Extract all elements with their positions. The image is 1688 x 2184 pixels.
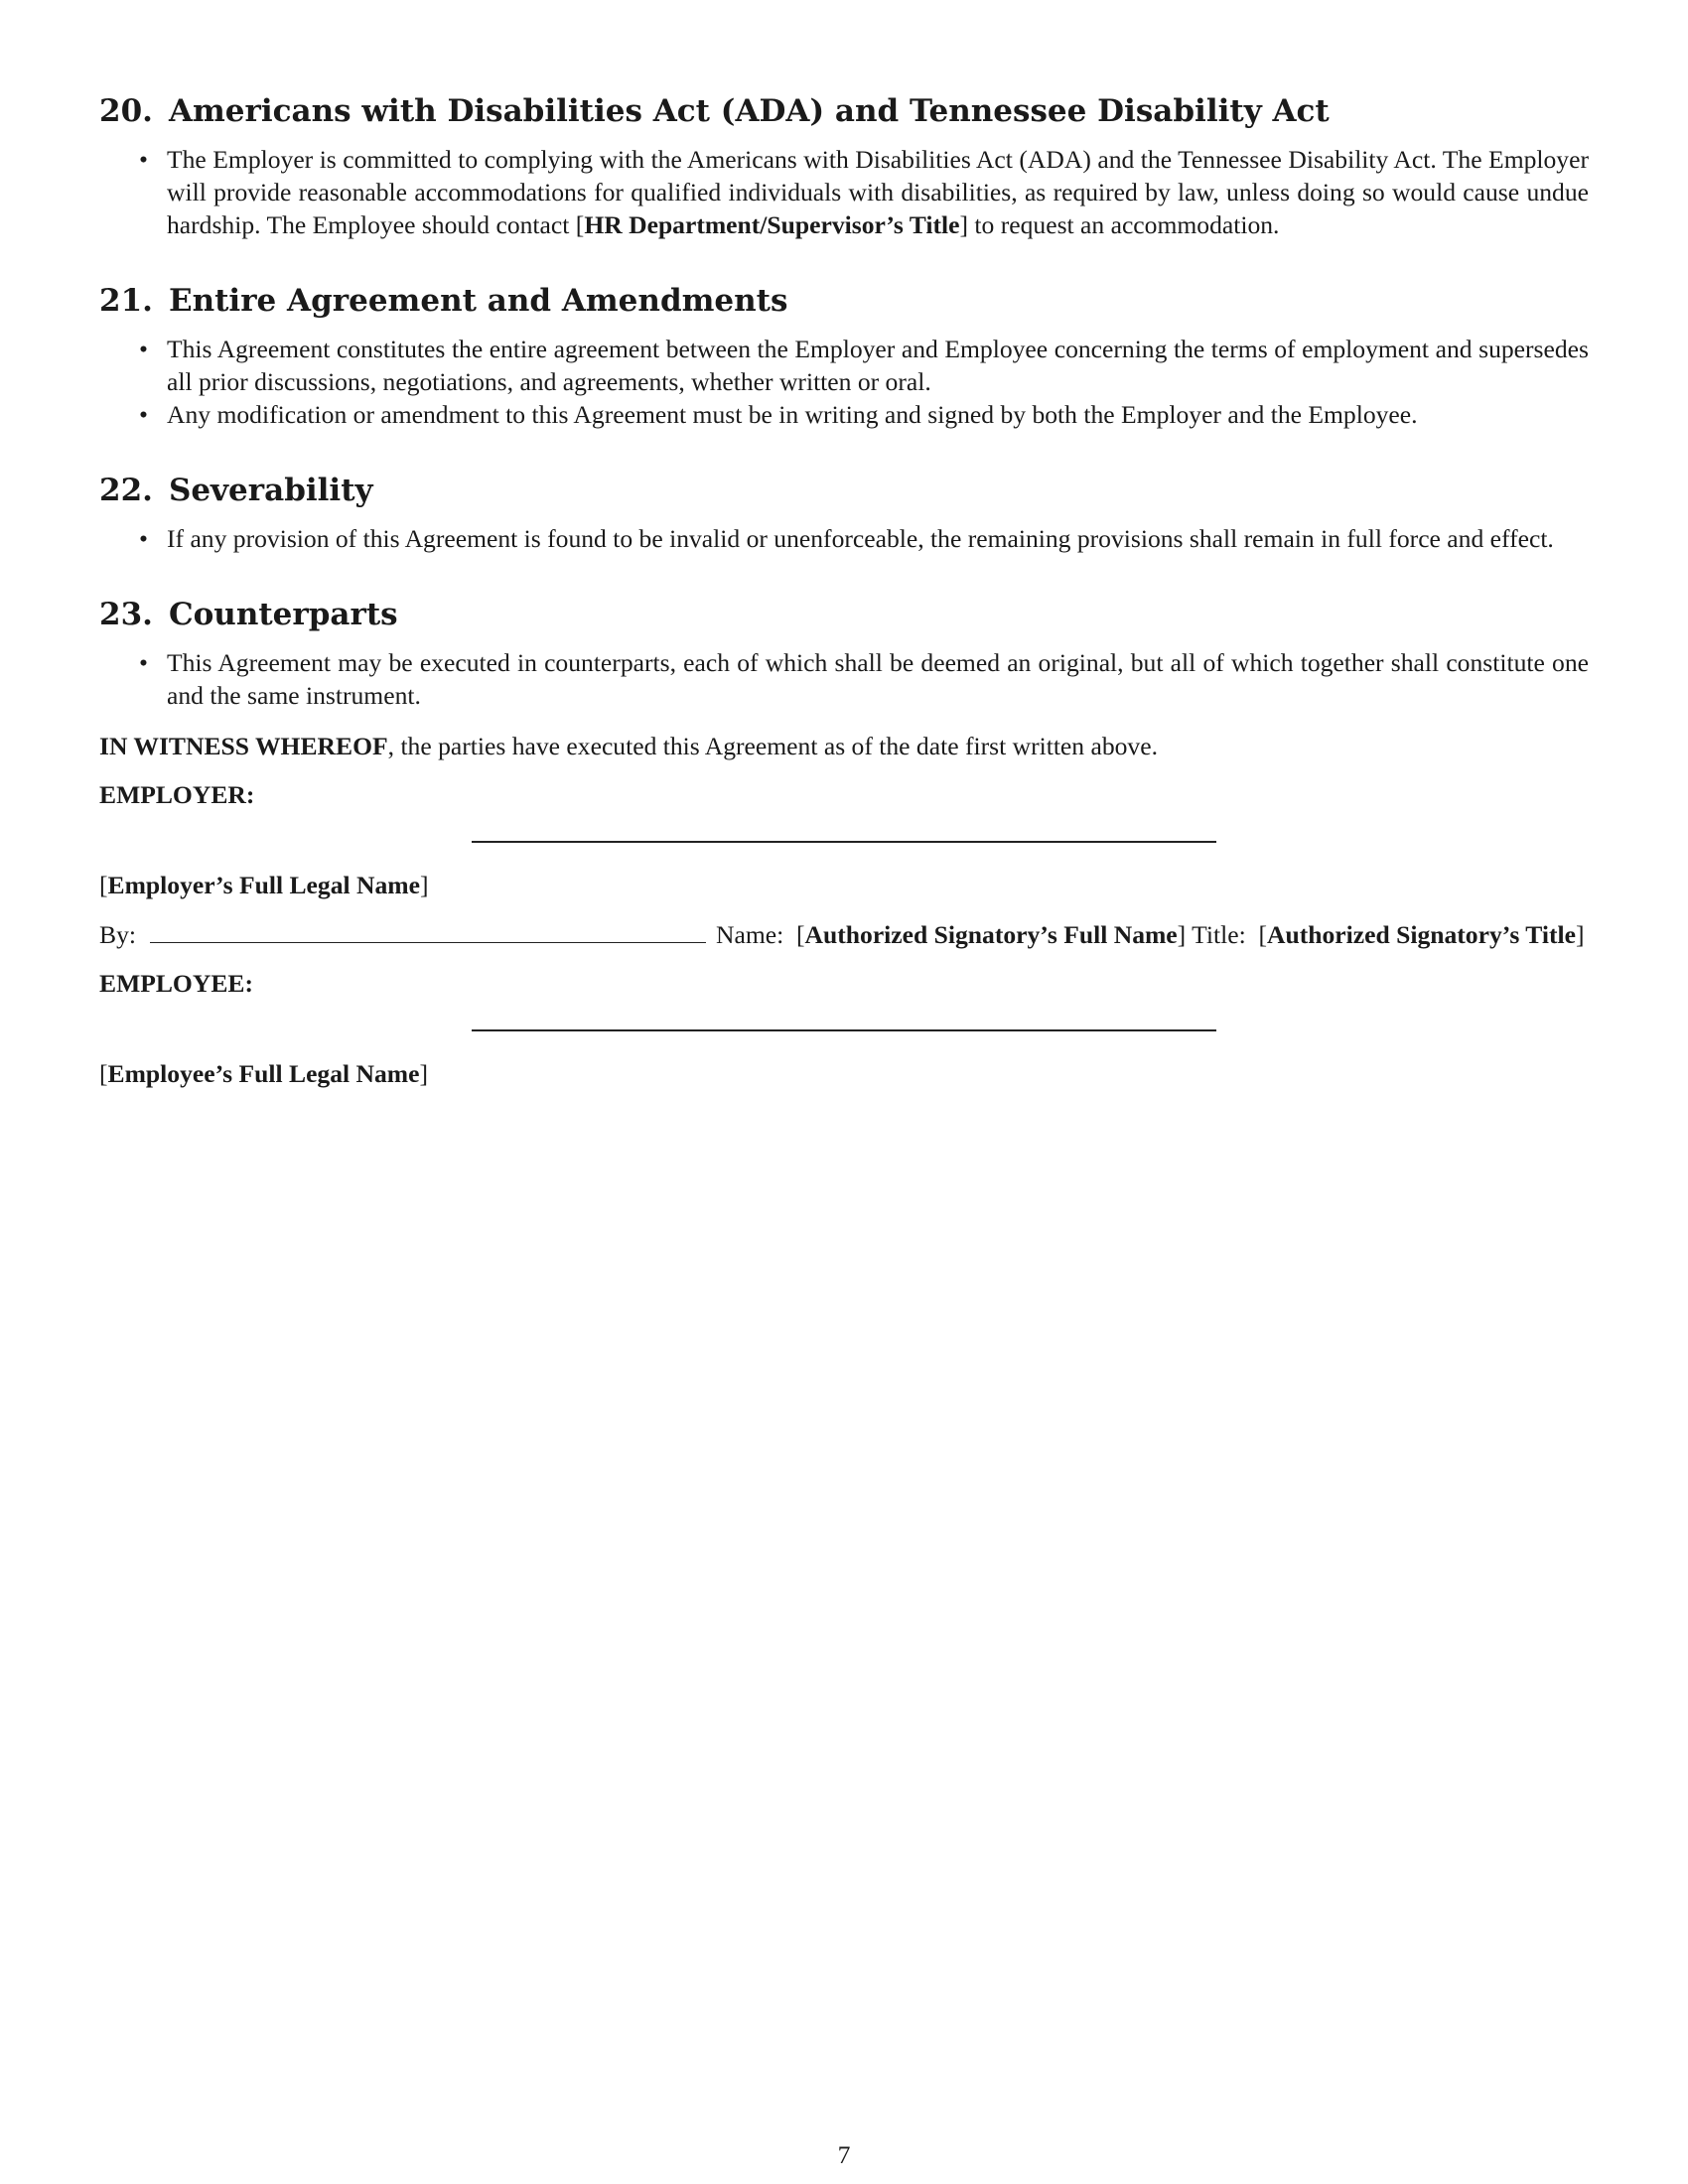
bullet-text: ] to request an accommodation. bbox=[959, 210, 1280, 239]
employee-name: [Employee’s Full Legal Name] bbox=[99, 1059, 429, 1088]
employer-name: [Employer’s Full Legal Name] bbox=[99, 871, 429, 899]
section-heading bbox=[99, 281, 1589, 321]
section-number: 21. bbox=[99, 283, 153, 319]
section-number: 22. bbox=[99, 473, 153, 508]
employer-label: EMPLOYER: bbox=[99, 780, 255, 809]
list-item: • Any modification or amendment to this Agreement must be in writing and signed by both the Employer and the Employee. bbox=[99, 398, 1589, 431]
employee-label: EMPLOYEE: bbox=[99, 969, 253, 998]
section-23 bbox=[99, 595, 1589, 712]
bullet-list bbox=[99, 333, 1589, 431]
bullet-list bbox=[99, 646, 1589, 712]
section-heading bbox=[99, 471, 1589, 510]
list-item bbox=[99, 143, 1589, 241]
by-signature-blank[interactable] bbox=[150, 920, 706, 943]
bullet-list bbox=[99, 522, 1589, 555]
section-title: Entire Agreement and Amendments bbox=[168, 283, 788, 319]
section-heading bbox=[99, 91, 1589, 131]
section-title: Severability bbox=[168, 473, 373, 508]
employee-name-placeholder: Employee’s Full Legal Name bbox=[107, 1059, 420, 1088]
list-item: • If any provision of this Agreement is found to be invalid or unenforceable, the remaining provisions shall remain in full force and effect. bbox=[99, 522, 1589, 555]
name-label: Name: bbox=[715, 920, 784, 949]
title-label: Title: bbox=[1192, 920, 1246, 949]
section-heading bbox=[99, 595, 1589, 634]
section-number: 23. bbox=[99, 597, 153, 632]
document-page bbox=[99, 91, 1589, 1090]
section-number: 20. bbox=[99, 93, 153, 129]
list-item: • This Agreement constitutes the entire agreement between the Employer and Employee concerning the terms of employment and supersedes all prior discussions, negotiations, and agreements, whether written or oral. bbox=[99, 333, 1589, 398]
by-label: By: bbox=[99, 920, 136, 949]
signatory-name-placeholder: Authorized Signatory’s Full Name bbox=[804, 920, 1178, 949]
employer-signature-line[interactable] bbox=[472, 841, 1216, 843]
employer-signatory-row: By: Name: [Authorized Signatory’s Full Name] Title: [Authorized Signatory’s Title] bbox=[99, 920, 1585, 949]
section-22 bbox=[99, 471, 1589, 555]
section-21 bbox=[99, 281, 1589, 431]
bullet-text: The Employer is committed to complying with the Americans with Disabilities Act (ADA) and the Tennessee Disability Act. The Employer will provide reasonable accommodations for qualified individuals with disabilities, as required by law, unless doing so would cause undue hardship. The Employee should contact [ bbox=[167, 145, 1589, 239]
witness-clause bbox=[99, 730, 1589, 762]
page-number: 7 bbox=[837, 2140, 851, 2169]
witness-text: , the parties have executed this Agreement as of the date first written above. bbox=[387, 732, 1158, 760]
bullet-list bbox=[99, 143, 1589, 241]
section-title: Counterparts bbox=[168, 597, 398, 632]
placeholder-hr-title: HR Department/Supervisor’s Title bbox=[584, 210, 960, 239]
section-20 bbox=[99, 91, 1589, 241]
employee-signature-line[interactable] bbox=[472, 1029, 1216, 1031]
witness-heading: IN WITNESS WHEREOF bbox=[99, 732, 388, 760]
list-item: • This Agreement may be executed in counterparts, each of which shall be deemed an original, but all of which together shall constitute one and the same instrument. bbox=[99, 646, 1589, 712]
section-title: Americans with Disabilities Act (ADA) and Tennessee Disability Act bbox=[168, 93, 1330, 129]
signatory-title-placeholder: Authorized Signatory’s Title bbox=[1267, 920, 1576, 949]
employer-name-placeholder: Employer’s Full Legal Name bbox=[107, 871, 420, 899]
